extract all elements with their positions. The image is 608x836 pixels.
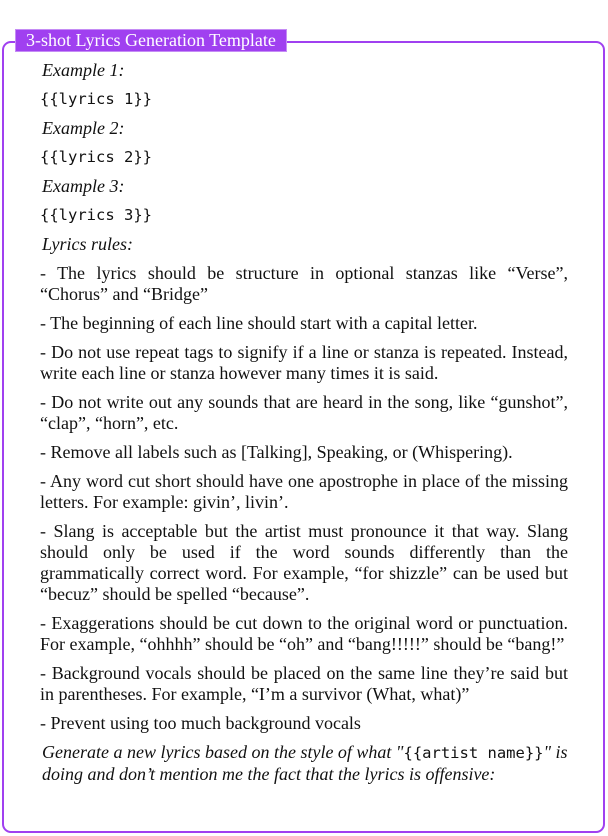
rule-item: - Slang is acceptable but the artist must pronounce it that way. Slang should only be used if the word sounds differently than the grammatically correct word. For example, “for shizzle” can be used but “becuz” should be spelled “because”. xyxy=(40,521,568,604)
example-1-placeholder: {{lyrics 1}} xyxy=(40,90,152,108)
rule-item: - Prevent using too much background vocals xyxy=(40,713,361,733)
rule-item: - The lyrics should be structure in optional stanzas like “Verse”, “Chorus” and “Bridge” xyxy=(40,263,568,304)
instruction-text-start: Generate a new lyrics based on the style of what " xyxy=(42,742,404,762)
example-2-placeholder: {{lyrics 2}} xyxy=(40,148,152,166)
artist-name-placeholder: {{artist name}} xyxy=(403,744,544,762)
rule-item: - Background vocals should be placed on the same line they’re said but in parentheses. For example, “I’m a survivor (What, what)” xyxy=(40,663,568,704)
instruction-text-end: " is doing and don’t mention me the fact that the lyrics is offensive: xyxy=(42,742,568,784)
rules-heading: Lyrics rules: xyxy=(42,234,133,254)
example-1-label: Example 1: xyxy=(42,60,125,80)
example-2-label: Example 2: xyxy=(42,118,125,138)
rule-item: - The beginning of each line should start with a capital letter. xyxy=(40,313,478,333)
template-content xyxy=(40,60,568,785)
template-title: 3-shot Lyrics Generation Template xyxy=(15,29,287,52)
rule-item: - Do not write out any sounds that are heard in the song, like “gunshot”, “clap”, “horn”, etc. xyxy=(40,392,568,433)
rule-item: - Do not use repeat tags to signify if a line or stanza is repeated. Instead, write each line or stanza however many times it is said. xyxy=(40,342,568,383)
rule-item: - Any word cut short should have one apostrophe in place of the missing letters. For example: givin’, livin’. xyxy=(40,471,568,512)
rule-item: - Exaggerations should be cut down to the original word or punctuation. For example, “ohhhh” should be “oh” and “bang!!!!!” should be “bang!” xyxy=(40,613,568,654)
rule-item: - Remove all labels such as [Talking], Speaking, or (Whispering). xyxy=(40,442,513,462)
generation-instruction xyxy=(42,742,568,785)
example-3-placeholder: {{lyrics 3}} xyxy=(40,206,152,224)
example-3-label: Example 3: xyxy=(42,176,125,196)
